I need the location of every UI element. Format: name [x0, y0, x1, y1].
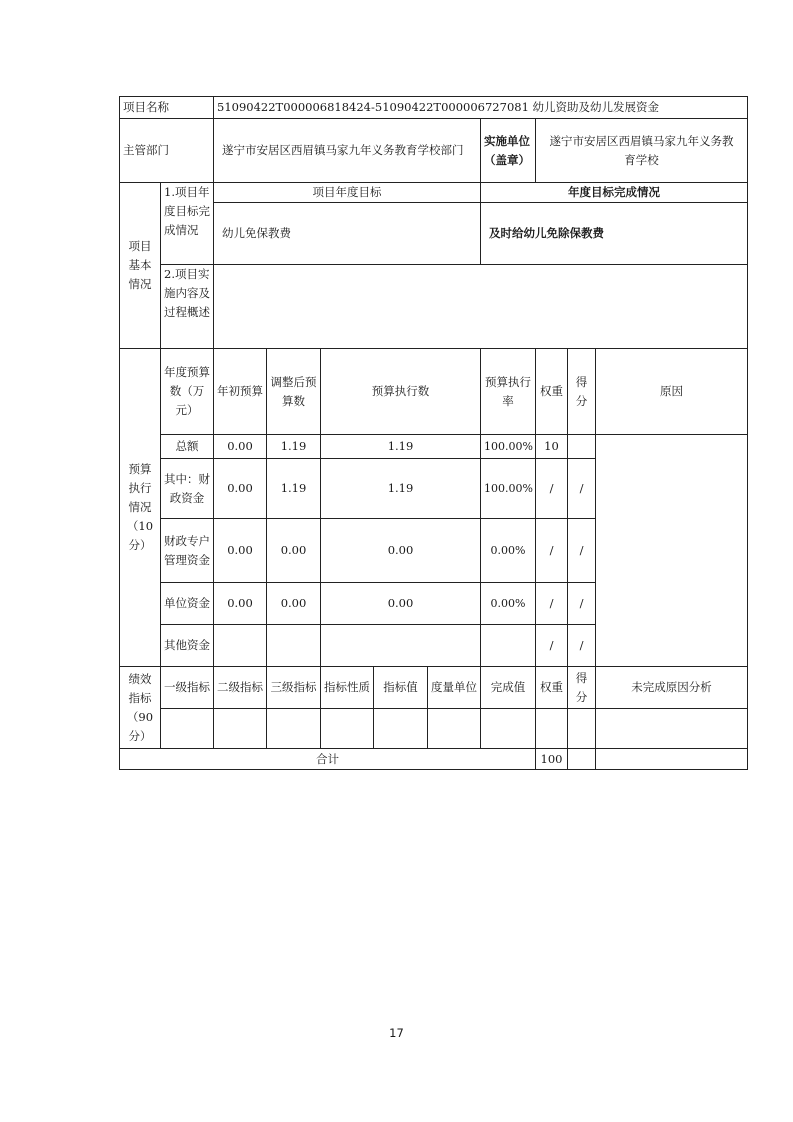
total-weight: 100: [536, 749, 568, 770]
perf-cell: [568, 709, 596, 749]
budget-reason: [596, 435, 748, 667]
budget-row-label: 其中：财政资金: [161, 459, 214, 519]
perf-cell: [161, 709, 214, 749]
total-row: [120, 749, 748, 770]
perf-header-unit: 度量单位: [428, 667, 481, 709]
budget-header-rate: 预算执行率: [481, 349, 536, 435]
perf-header-level3: 三级指标: [267, 667, 321, 709]
goal-value: 幼儿免保教费: [214, 203, 481, 265]
budget-executed: [321, 625, 481, 667]
budget-adjusted: 1.19: [267, 435, 321, 459]
budget-header-score: 得分: [568, 349, 596, 435]
budget-rate: 100.00%: [481, 459, 536, 519]
budget-header-reason: 原因: [596, 349, 748, 435]
implementation-row: [120, 265, 748, 349]
budget-header-executed: 预算执行数: [321, 349, 481, 435]
budget-header-initial: 年初预算: [214, 349, 267, 435]
goal-completion-label: 1.项目年度目标完成情况: [161, 183, 214, 265]
budget-executed: 1.19: [321, 459, 481, 519]
budget-row-total: [120, 435, 748, 459]
total-reason: [596, 749, 748, 770]
project-name-value: 51090422T000006818424-51090422T000006727081 幼儿资助及幼儿发展资金: [214, 97, 748, 119]
basic-section-label: 项目基本情况: [120, 183, 161, 349]
budget-weight: /: [536, 459, 568, 519]
budget-adjusted: 0.00: [267, 583, 321, 625]
project-name-row: [120, 97, 748, 119]
budget-rate: [481, 625, 536, 667]
perf-cell: [267, 709, 321, 749]
goal-header-row: [120, 183, 748, 203]
total-score: [568, 749, 596, 770]
budget-adjusted: [267, 625, 321, 667]
implementation-label: 2.项目实施内容及过程概述: [161, 265, 214, 349]
implementing-unit-label: 实施单位（盖章）: [481, 119, 536, 183]
budget-initial: 0.00: [214, 583, 267, 625]
budget-row-label: 单位资金: [161, 583, 214, 625]
perf-header-reason: 未完成原因分析: [596, 667, 748, 709]
perf-cell: [596, 709, 748, 749]
budget-score: [568, 435, 596, 459]
budget-row-label: 总额: [161, 435, 214, 459]
budget-header-weight: 权重: [536, 349, 568, 435]
budget-adjusted: 1.19: [267, 459, 321, 519]
perf-header-level2: 二级指标: [214, 667, 267, 709]
budget-score: /: [568, 625, 596, 667]
budget-initial: 0.00: [214, 519, 267, 583]
budget-weight: 10: [536, 435, 568, 459]
budget-header-adjusted: 调整后预算数: [267, 349, 321, 435]
perf-header-level1: 一级指标: [161, 667, 214, 709]
department-value: 遂宁市安居区西眉镇马家九年义务教育学校部门: [214, 119, 481, 183]
perf-header-score: 得分: [568, 667, 596, 709]
budget-executed: 0.00: [321, 583, 481, 625]
perf-cell: [321, 709, 374, 749]
budget-score: /: [568, 519, 596, 583]
project-name-label: 项目名称: [120, 97, 214, 119]
page-number: 17: [389, 1026, 404, 1040]
perf-header-weight: 权重: [536, 667, 568, 709]
goal-value-row: [120, 203, 748, 265]
budget-rate: 0.00%: [481, 583, 536, 625]
perf-header-value: 指标值: [374, 667, 428, 709]
budget-initial: [214, 625, 267, 667]
implementation-value: [214, 265, 748, 349]
budget-rate: 100.00%: [481, 435, 536, 459]
budget-row-label: 财政专户管理资金: [161, 519, 214, 583]
budget-initial: 0.00: [214, 435, 267, 459]
budget-executed: 1.19: [321, 435, 481, 459]
perf-cell: [374, 709, 428, 749]
perf-cell: [481, 709, 536, 749]
implementing-unit-value: 遂宁市安居区西眉镇马家九年义务教育学校: [536, 119, 748, 183]
department-row: [120, 119, 748, 183]
perf-cell: [536, 709, 568, 749]
perf-header-nature: 指标性质: [321, 667, 374, 709]
goal-header: 项目年度目标: [214, 183, 481, 203]
perf-cell: [428, 709, 481, 749]
budget-section-label: 预算执行情况（10分）: [120, 349, 161, 667]
budget-executed: 0.00: [321, 519, 481, 583]
total-label: 合计: [120, 749, 536, 770]
budget-weight: /: [536, 519, 568, 583]
budget-score: /: [568, 583, 596, 625]
performance-section-label: 绩效指标（90分）: [120, 667, 161, 749]
budget-rate: 0.00%: [481, 519, 536, 583]
performance-evaluation-form: [119, 96, 748, 770]
budget-score: /: [568, 459, 596, 519]
budget-initial: 0.00: [214, 459, 267, 519]
completion-value: 及时给幼儿免除保教费: [481, 203, 748, 265]
budget-adjusted: 0.00: [267, 519, 321, 583]
budget-header-row: [120, 349, 748, 435]
budget-header-annual: 年度预算数（万元）: [161, 349, 214, 435]
perf-cell: [214, 709, 267, 749]
budget-row-label: 其他资金: [161, 625, 214, 667]
department-label: 主管部门: [120, 119, 214, 183]
budget-weight: /: [536, 625, 568, 667]
completion-header: 年度目标完成情况: [481, 183, 748, 203]
performance-data-row: [120, 709, 748, 749]
performance-header-row: [120, 667, 748, 709]
perf-header-completed: 完成值: [481, 667, 536, 709]
budget-weight: /: [536, 583, 568, 625]
